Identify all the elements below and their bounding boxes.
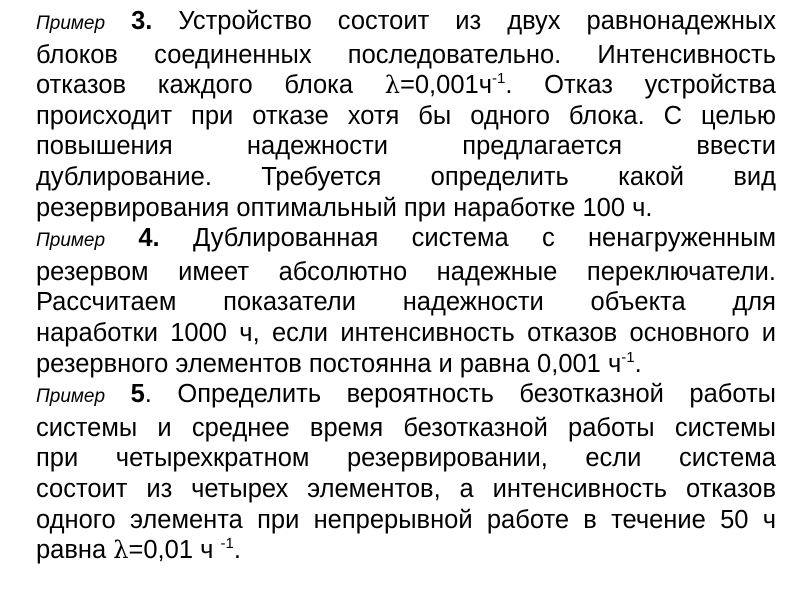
example-4-paragraph (36, 223, 776, 379)
text-segment: . (233, 536, 241, 565)
text-line (36, 6, 776, 40)
lambda-symbol: λ (384, 71, 400, 100)
lambda-symbol: λ (113, 536, 129, 565)
text-segment: дублирование. Требуется определить какой вид (36, 162, 776, 191)
text-segment: отказов каждого блока (36, 71, 385, 100)
text-segment: блоков соединенных последовательно. Интенсивность (36, 40, 776, 69)
text-segment: . Отказ устройства (505, 71, 776, 100)
slide-content (36, 6, 776, 566)
text-line (36, 70, 776, 101)
text-segment: резервного элементов постоянна и равна 0,001 ч (36, 349, 622, 378)
example-3-paragraph (36, 6, 776, 223)
example-label: Пример (36, 13, 106, 34)
text-line (36, 349, 776, 380)
example-label: Пример (36, 386, 106, 408)
text-segment: одного элемента при непрерывной работе в течение 50 ч (36, 505, 776, 534)
text-segment: Устройство состоит из двух равнонадежных (178, 7, 776, 35)
text-segment: при четырехкратном резервировании, если система (36, 444, 776, 473)
text-segment: равна (36, 536, 114, 565)
text-line (36, 223, 776, 257)
text-line (36, 101, 776, 132)
text-line (36, 131, 776, 162)
text-line (36, 413, 776, 444)
text-line (36, 162, 776, 193)
text-line (36, 40, 776, 71)
superscript: -1 (220, 535, 234, 553)
text-segment: наработки 1000 ч, если интенсивность отказов основного и (36, 318, 776, 347)
text-segment: резервом имеет абсолютно надежные переключатели. (36, 257, 776, 286)
text-line (36, 443, 776, 474)
text-line (36, 505, 776, 536)
text-segment: происходит при отказе хотя бы одного блока. С целью (36, 101, 776, 130)
example-number: 3. (131, 7, 153, 35)
text-line (36, 379, 776, 413)
text-segment: =0,001ч (399, 71, 492, 100)
text-segment: =0,01 ч (128, 536, 221, 565)
text-segment: резервирования оптимальный при наработке 100 ч. (36, 193, 653, 222)
text-segment: . (634, 349, 642, 378)
superscript: -1 (491, 70, 506, 88)
text-line (36, 287, 776, 318)
text-segment: состоит из четырех элементов, а интенсивность отказов (36, 474, 776, 503)
text-line (36, 193, 776, 224)
text-segment: Рассчитаем показатели надежности объекта для (36, 288, 776, 317)
text-line (36, 474, 776, 505)
example-number: 5 (130, 380, 145, 409)
text-segment: системы и среднее время безотказной работы системы (36, 413, 776, 442)
example-number: 4. (138, 224, 160, 253)
superscript: -1 (621, 348, 635, 366)
text-segment: . Определить вероятность безотказной работы (144, 380, 776, 409)
text-segment: Дублированная система с ненагруженным (192, 224, 776, 253)
example-label: Пример (36, 230, 106, 252)
example-5-paragraph (36, 379, 776, 566)
text-line (36, 257, 776, 288)
text-line (36, 535, 776, 566)
text-line (36, 318, 776, 349)
text-segment: повышения надежности предлагается ввести (36, 132, 776, 161)
